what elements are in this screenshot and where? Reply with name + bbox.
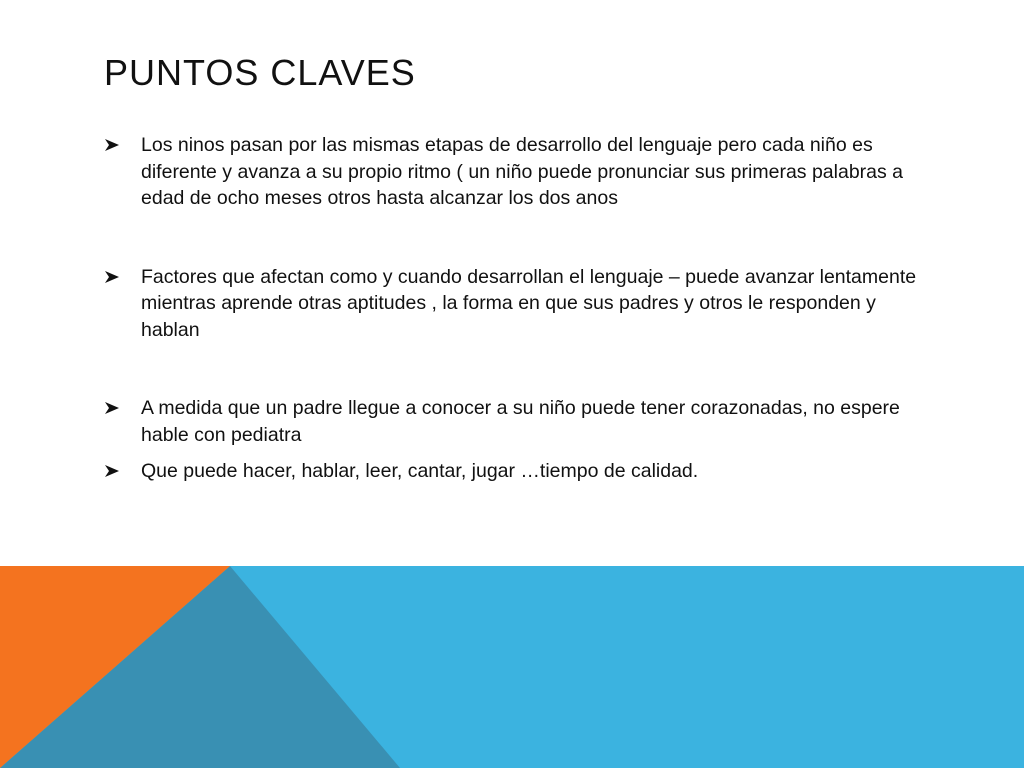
decorative-banner	[0, 566, 1024, 768]
bullet-text: A medida que un padre llegue a conocer a su niño puede tener corazonadas, no espere hable con pediatra	[141, 397, 900, 446]
arrowhead-bullet-icon	[104, 401, 120, 415]
bullet-text: Factores que afectan como y cuando desarrollan el lenguaje – puede avanzar lentamente mientras aprende otras aptitudes , la forma en que sus padres y otros le responden y hablan	[141, 265, 917, 341]
bullet-item	[104, 458, 934, 485]
arrowhead-bullet-icon	[104, 270, 120, 284]
slide-title: PUNTOS CLAVES	[104, 52, 416, 93]
bullet-text: Que puede hacer, hablar, leer, cantar, jugar …tiempo de calidad.	[141, 460, 699, 482]
arrowhead-bullet-icon	[104, 464, 120, 478]
bullet-item	[104, 132, 934, 212]
bullet-item	[104, 264, 934, 344]
bullet-text: Los ninos pasan por las mismas etapas de desarrollo del lenguaje pero cada niño es diferente y avanza a su propio ritmo ( un niño puede pronunciar sus primeras palabras a edad de ocho meses otros hasta alcanzar los dos anos	[141, 134, 904, 209]
bullet-list	[104, 132, 934, 485]
arrowhead-bullet-icon	[104, 138, 120, 152]
bullet-item	[104, 395, 934, 448]
